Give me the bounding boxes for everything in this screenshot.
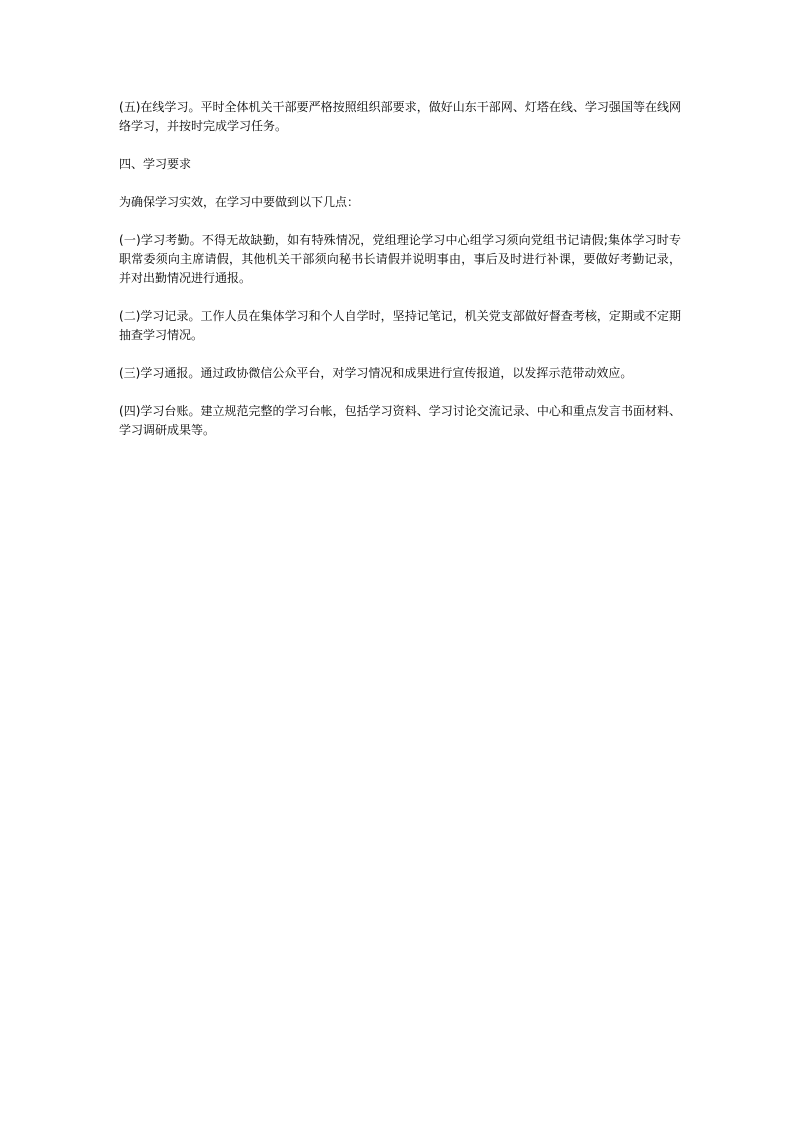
paragraph-study-records: (二)学习记录。工作人员在集体学习和个人自学时，坚持记笔记，机关党支部做好督查考核，定期或不定期抽查学习情况。 bbox=[119, 309, 681, 342]
document-body bbox=[119, 98, 681, 459]
paragraph-study-bulletin: (三)学习通报。通过政协微信公众平台，对学习情况和成果进行宣传报道，以发挥示范带动效应。 bbox=[119, 366, 633, 380]
paragraph-intro: 为确保学习实效，在学习中要做到以下几点： bbox=[119, 195, 360, 209]
paragraph-attendance: (一)学习考勤。不得无故缺勤，如有特殊情况，党组理论学习中心组学习须向党组书记请假;集体学习时专职常委须向主席请假，其他机关干部须向秘书长请假并说明事由，事后及时进行补课，要做好考勤记录，并对出勤情况进行通报。 bbox=[119, 233, 681, 285]
paragraph-online-learning: (五)在线学习。平时全体机关干部要严格按照组织部要求，做好山东干部网、灯塔在线、学习强国等在线网络学习，并按时完成学习任务。 bbox=[119, 100, 681, 133]
section-heading-study-requirements: 四、学习要求 bbox=[119, 157, 192, 171]
paragraph-study-ledger: (四)学习台账。建立规范完整的学习台帐，包括学习资料、学习讨论交流记录、中心和重点发言书面材料、学习调研成果等。 bbox=[119, 404, 681, 437]
